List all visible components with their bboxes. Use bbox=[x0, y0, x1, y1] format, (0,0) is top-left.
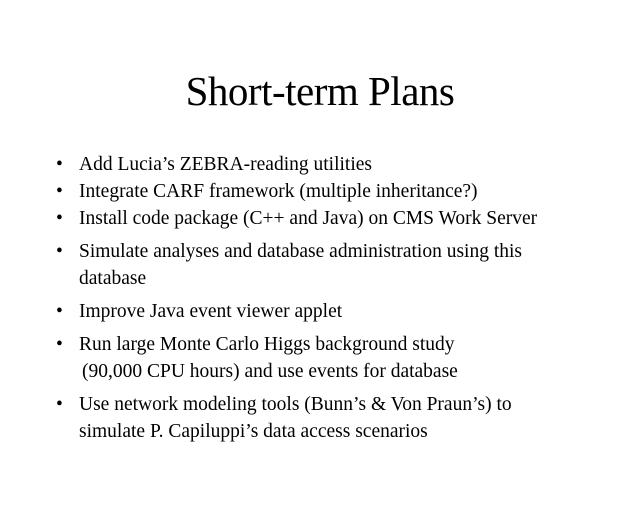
bullet-text: Integrate CARF framework (multiple inheritance?) bbox=[79, 181, 478, 202]
bullet-icon: • bbox=[56, 334, 63, 355]
list-item bbox=[56, 178, 616, 205]
list-item bbox=[56, 205, 616, 232]
bullet-icon: • bbox=[56, 181, 63, 202]
bullet-text: Use network modeling tools (Bunn’s & Von Praun’s) to bbox=[79, 394, 512, 415]
bullet-text: Simulate analyses and database administration using this bbox=[79, 241, 522, 262]
bullet-text: Add Lucia’s ZEBRA-reading utilities bbox=[79, 154, 372, 175]
bullet-text-continued: simulate P. Capiluppi’s data access scenarios bbox=[79, 421, 428, 442]
bullet-icon: • bbox=[56, 208, 63, 229]
bullet-text-continued: database bbox=[79, 268, 147, 289]
list-item bbox=[56, 298, 616, 325]
bullet-text: Install code package (C++ and Java) on CMS Work Server bbox=[79, 208, 538, 229]
bullet-icon: • bbox=[56, 241, 63, 262]
bullet-icon: • bbox=[56, 301, 63, 322]
list-item bbox=[56, 391, 616, 445]
list-item bbox=[56, 331, 616, 385]
bullet-text-continued: (90,000 CPU hours) and use events for database bbox=[82, 361, 458, 382]
slide-title: Short-term Plans bbox=[185, 68, 455, 114]
list-item bbox=[56, 151, 616, 178]
bullet-icon: • bbox=[56, 154, 63, 175]
bullet-text: Improve Java event viewer applet bbox=[79, 301, 343, 322]
bullet-icon: • bbox=[56, 394, 63, 415]
list-item bbox=[56, 238, 616, 292]
bullet-text: Run large Monte Carlo Higgs background study bbox=[79, 334, 455, 355]
bullet-list bbox=[56, 151, 616, 445]
